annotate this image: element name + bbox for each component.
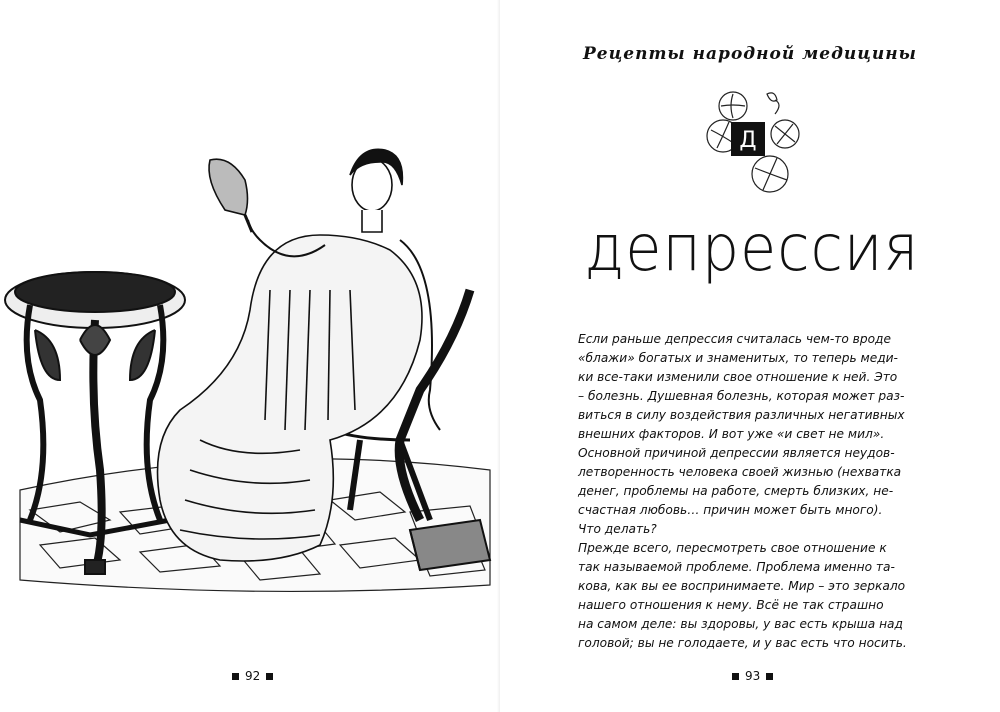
page-number-right (732, 669, 773, 683)
body-line: головой; вы не голодаете, и у вас есть что носить. (578, 636, 907, 650)
body-line: счастная любовь… причин может быть много). (578, 503, 883, 517)
body-line: виться в силу воздействия различных негативных (578, 408, 905, 422)
nasturtium-flowers-icon (705, 86, 805, 196)
folio-square-icon (232, 673, 239, 680)
body-line: Что делать? (578, 522, 657, 536)
body-line: на самом деле: вы здоровы, у вас есть крыша над (578, 617, 903, 631)
page-number-left (232, 669, 273, 683)
body-line: Если раньше депрессия считалась чем-то вроде (578, 332, 891, 346)
right-page (500, 0, 1000, 712)
letter-badge: Д (739, 128, 757, 153)
body-line: денег, проблемы на работе, смерть близких, не- (578, 484, 894, 498)
body-line: так называемой проблеме. Проблема именно та- (578, 560, 895, 574)
engraving-woman-seated-with-fan-icon (0, 140, 500, 600)
body-line: летворенность человека своей жизнью (нехватка (578, 465, 902, 479)
body-line: ки все-таки изменили свое отношение к ней. Это (578, 370, 898, 384)
body-line: внешних факторов. И вот уже «и свет не мил». (578, 427, 885, 441)
body-line: Прежде всего, пересмотреть свое отношение к (578, 541, 887, 555)
body-text (578, 330, 938, 653)
body-line: – болезнь. Душевная болезнь, которая может раз- (578, 389, 905, 403)
body-line: «блажи» богатых и знаменитых, то теперь меди- (578, 351, 898, 365)
body-line: Основной причиной депрессии является неудов- (578, 446, 895, 460)
page-number-label: 93 (745, 669, 761, 683)
page-title: депрессия (584, 212, 920, 286)
running-head: Рецепты народной медицины (583, 44, 917, 64)
page-number-label: 92 (245, 669, 261, 683)
body-line: нашего отношения к нему. Всё не так страшно (578, 598, 884, 612)
folio-square-icon (732, 673, 739, 680)
folio-square-icon (766, 673, 773, 680)
folio-square-icon (266, 673, 273, 680)
body-line: кова, как вы ее воспринимаете. Мир – это зеркало (578, 579, 906, 593)
